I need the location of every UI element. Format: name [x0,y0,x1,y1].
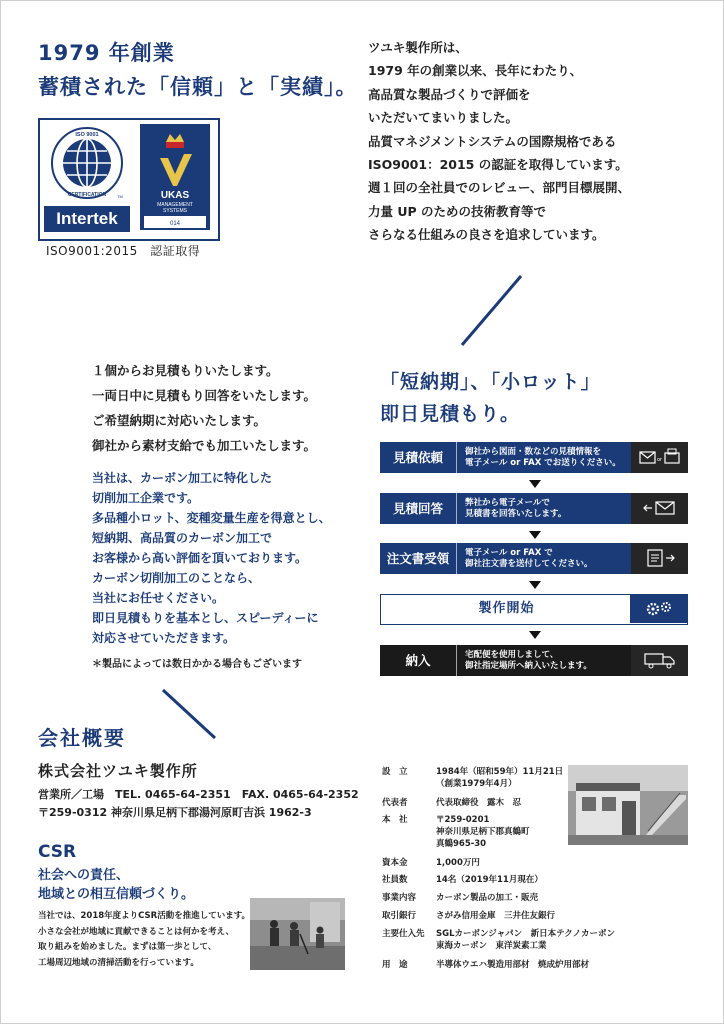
flow-title-line2: 即日見積もり。 [380,403,521,425]
flow-step-desc-line: 宅配便を使用しまして、 [465,650,559,660]
company-contact [38,786,359,822]
intertek-wordmark: Intertek [44,206,130,232]
mail-back-icon [631,493,688,524]
flow-step-label: 見積回答 [380,493,456,524]
flow-arrow-icon [529,531,541,539]
description-line: 切削加工企業です。 [92,491,200,505]
intro-line: 力量 UP のための技術教育等で [368,203,547,219]
mail-fax-icon [631,442,688,473]
flow-step-quote-request [380,442,688,473]
description-line: カーボン切削加工のことなら、 [92,571,261,585]
svg-text:MANAGEMENT: MANAGEMENT [157,202,193,208]
description-line: 当社にお任せください。 [92,591,225,605]
flow-step-desc-line: 御社指定場所へ納入いたします。 [465,661,592,671]
flow-step-label: 製作開始 [478,601,535,616]
profile-value: 1984年（昭和59年）11月21日 [436,767,564,777]
csr-text-line: 小さな会社が地域に貢献できることは何かを考え、 [38,926,235,937]
svg-text:UKAS: UKAS [160,190,190,201]
gears-icon [630,595,687,623]
profile-key: 資本金 [382,858,408,868]
certification-caption: ISO9001:2015 認証取得 [46,244,201,258]
company-name: 株式会社ツユキ製作所 [38,762,198,780]
flow-step-desc-line: 電子メール or FAX でお送りください。 [465,458,621,468]
profile-value: カーボン製品の加工・販売 [436,893,539,903]
profile-value: 1,000万円 [436,858,480,868]
csr-title: CSR [38,842,77,862]
flow-arrow-icon [529,480,541,488]
hero-title [38,36,358,104]
flow-step-desc-line: 見積書を回答いたします。 [465,509,567,519]
intro-line: さらなる仕組みの良さを追求しています。 [368,227,605,243]
profile-value: （創業1979年4月） [436,779,517,789]
contact-phone-fax: 営業所／工場 TEL. 0465-64-2351 FAX. 0465-64-2352 [38,788,359,801]
flow-arrow-icon [529,581,541,589]
description-line: 対応させていただきます。 [92,631,236,645]
flow-step-desc-line: 御社注文書を送付してください。 [465,559,593,569]
certification-logo [38,118,220,241]
profile-key: 設 立 [382,767,408,777]
quote-paragraph [92,358,316,458]
description-paragraph [92,468,331,648]
flow-title-line1: 「短納期」、「小ロット」 [380,371,601,393]
intro-line: 高品質な製品づくりで評価を [368,86,531,102]
svg-text:014: 014 [169,221,181,227]
document-send-icon [631,543,688,574]
truck-icon [631,645,688,676]
flow-step-desc [456,493,631,524]
description-line: 多品種小ロット、変種変量生産を得意とし、 [92,511,331,525]
description-line: 短納期、高品質のカーボン加工で [92,531,273,545]
factory-building-photo [568,765,688,845]
ukas-mark-icon [140,124,210,230]
flow-step-production-start [380,594,688,625]
hero-title-line2: 蓄積された「信頼」と「実績」。 [38,75,358,99]
flow-step-desc [456,442,631,473]
quote-line: ご希望納期に対応いたします。 [92,413,267,428]
flow-step-quote-reply [380,493,688,524]
svg-text:ISO 9001: ISO 9001 [75,132,99,138]
flow-step-order-receipt [380,543,688,574]
profile-key: 事業内容 [382,893,417,903]
profile-value: 真鶴965-30 [436,839,487,849]
profile-key: 主要仕入先 [382,929,425,939]
intro-line: ツユキ製作所は、 [368,40,468,55]
csr-text [38,909,250,971]
csr-subtitle-line: 地域との相互信頼づくり。 [38,887,195,902]
profile-value: 神奈川県足柄下郡真鶴町 [436,827,530,837]
svg-text:or: or [656,457,662,463]
csr-text-line: 工場周辺地域の清掃活動を行っています。 [38,957,199,968]
profile-key: 用 途 [382,960,408,970]
description-line: 当社は、カーボン加工に特化した [92,471,273,485]
profile-value: さがみ信用金庫 三井住友銀行 [436,911,556,921]
intro-line: ISO9001：2015 の認証を取得しています。 [368,157,628,173]
profile-value: 14名（2019年11月現在） [436,875,543,885]
csr-text-line: 取り組みを始めました。まずは第一歩として、 [38,942,217,952]
description-line: お客様から高い評価を頂いております。 [92,551,308,565]
quote-line: 一両日中に見積もり回答をいたします。 [92,388,317,403]
intro-line: 品質マネジメントシステムの国際規格である [368,133,617,149]
intro-line: いただいてまいりました。 [368,110,519,126]
svg-text:CERTIFICATION: CERTIFICATION [67,192,107,198]
svg-text:SYSTEMS: SYSTEMS [163,208,187,214]
company-section-title: 会社概要 [38,726,126,750]
flow-step-desc [456,543,631,574]
intro-line: 週１回の全社員でのレビュー、部門目標展開、 [368,180,631,196]
flow-step-label: 納入 [380,645,456,676]
contact-address: 〒259-0312 神奈川県足柄下郡湯河原町吉浜 1962-3 [38,806,312,819]
description-line: 即日見積もりを基本とし、スピーディーに [92,611,319,625]
intro-paragraph [368,36,630,247]
flow-step-desc [456,645,631,676]
profile-value: 〒259-0201 [436,815,490,825]
profile-key: 代表者 [382,798,408,808]
profile-value: 代表取締役 露木 忍 [436,798,522,808]
quote-line: 御社から素材支給でも加工いたします。 [92,438,317,453]
profile-key: 社員数 [382,875,408,885]
flow-step-desc-line: 御社から図面・数などの見積情報を [465,447,602,457]
iso-globe-icon [49,126,125,200]
profile-value: 半導体ウエハ製造用部材 焼成炉用部材 [436,960,590,970]
profile-value: SGLカーボンジャパン 新日本テクノカーボン [436,929,616,939]
flow-title [380,366,601,430]
csr-subtitle [38,866,194,904]
quote-line: １個からお見積もりいたします。 [92,363,279,378]
flow-step-label: 見積依頼 [380,442,456,473]
csr-text-line: 当社では、2018年度よりCSR活動を推進しています。 [38,911,251,921]
csr-subtitle-line: 社会への責任、 [38,868,130,883]
flow-step-desc-line: 弊社から電子メールで [465,498,550,508]
flow-step-label: 注文書受領 [380,543,456,574]
hero-title-line1: 1979 年創業 [38,41,175,65]
intro-line: 1979 年の創業以来、長年にわたり、 [368,63,583,79]
flow-step-desc-line: 電子メール or FAX で [465,548,553,558]
footnote: ＊製品によっては数日かかる場合もございます [92,659,302,670]
profile-key: 本 社 [382,815,408,825]
flow-step-delivery [380,645,688,676]
profile-key: 取引銀行 [382,911,417,921]
profile-value: 東海カーボン 東洋炭素工業 [436,941,547,951]
csr-cleanup-photo [250,898,345,970]
svg-text:TM: TM [117,194,123,199]
flow-arrow-icon [529,631,541,639]
